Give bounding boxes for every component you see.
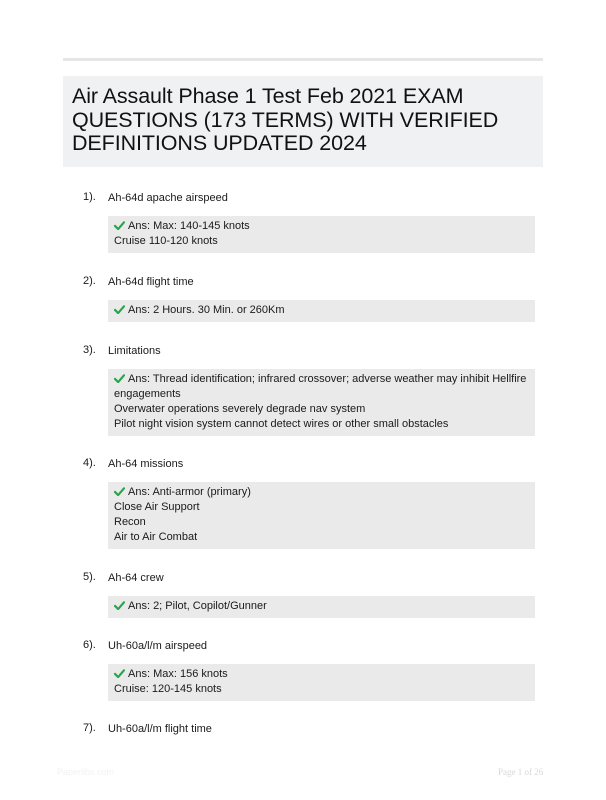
check-icon: [114, 221, 125, 230]
question-text: Limitations: [108, 345, 161, 357]
answer-line: Air to Air Combat: [114, 531, 198, 543]
top-divider: [63, 58, 543, 61]
answer-line: Recon: [114, 516, 146, 528]
answer-box: [108, 369, 535, 436]
question-number: 3).: [83, 344, 96, 356]
answer-line: Ans: Max: 140-145 knots: [114, 219, 529, 234]
answer-line: Pilot night vision system cannot detect wires or other small obstacles: [114, 418, 449, 430]
title-banner: [63, 76, 543, 167]
question-number: 4).: [83, 457, 96, 469]
footer-watermark: Paperlibs.com: [57, 767, 115, 777]
answer-line: Ans: 2; Pilot, Copilot/Gunner: [114, 599, 529, 614]
answer-line: Close Air Support: [114, 501, 200, 513]
check-icon: [114, 487, 125, 496]
question-number: 2).: [83, 275, 96, 287]
answer-box: [108, 596, 535, 618]
answer-line: Cruise: 120-145 knots: [114, 683, 222, 695]
question-text: Ah-64d flight time: [108, 276, 194, 288]
answer-line: engagements: [114, 388, 181, 400]
question-number: 5).: [83, 571, 96, 583]
answer-box: [108, 664, 535, 701]
answer-line: Ans: Anti-armor (primary): [114, 485, 529, 500]
answer-box: [108, 216, 535, 253]
answer-line: Ans: 2 Hours. 30 Min. or 260Km: [114, 303, 529, 318]
answer-line: Ans: Max: 156 knots: [114, 667, 529, 682]
question-number: 1).: [83, 191, 96, 203]
question-text: Ah-64 crew: [108, 572, 164, 584]
answer-line: Ans: Thread identification; infrared crossover; adverse weather may inhibit Hellfire: [114, 372, 529, 387]
question-text: Ah-64 missions: [108, 458, 184, 470]
question-text: Uh-60a/l/m airspeed: [108, 640, 208, 652]
question-number: 6).: [83, 639, 96, 651]
question-text: Ah-64d apache airspeed: [108, 192, 228, 204]
answer-box: [108, 300, 535, 322]
check-icon: [114, 305, 125, 314]
answer-line: Cruise 110-120 knots: [114, 235, 218, 247]
check-icon: [114, 374, 125, 383]
check-icon: [114, 669, 125, 678]
question-number: 7).: [83, 722, 96, 734]
question-text: Uh-60a/l/m flight time: [108, 723, 212, 735]
answer-box: [108, 482, 535, 549]
answer-line: Overwater operations severely degrade nav system: [114, 403, 366, 415]
check-icon: [114, 601, 125, 610]
document-title: Air Assault Phase 1 Test Feb 2021 EXAM QUESTIONS (173 TERMS) WITH VERIFIED DEFINITIONS UPDATED 2024: [72, 84, 499, 155]
page-number: Page 1 of 26: [498, 767, 544, 777]
